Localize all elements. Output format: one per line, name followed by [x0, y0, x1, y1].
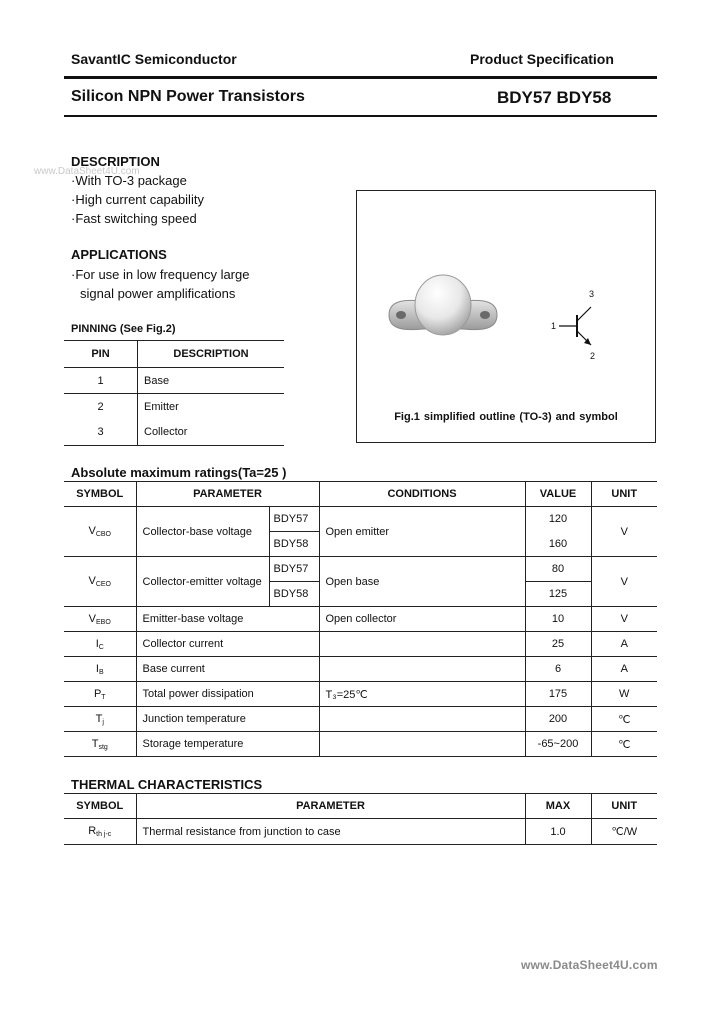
- value-cell: 25: [525, 632, 591, 657]
- col-value: VALUE: [525, 482, 591, 507]
- parameter-cell: Total power dissipation: [136, 682, 319, 707]
- col-conditions: CONDITIONS: [319, 482, 525, 507]
- value-cell: 200: [525, 707, 591, 732]
- unit-cell: A: [620, 663, 628, 675]
- conditions-cell: Open emitter: [319, 507, 525, 557]
- pin-label-base: 1: [551, 321, 557, 331]
- col-pin: PIN: [64, 341, 138, 368]
- table-header-row: [64, 341, 284, 368]
- table-row: [64, 607, 657, 632]
- table-row: [64, 657, 657, 682]
- parameter-cell: Collector current: [136, 632, 319, 657]
- symbol-cell: $I_C$: [64, 632, 136, 657]
- value-cell: 125: [525, 582, 591, 607]
- abs-max-table: [64, 481, 657, 757]
- product-line: Silicon NPN Power Transistors: [71, 88, 305, 105]
- table-row: [64, 507, 657, 532]
- pin-label-emitter: 2: [590, 351, 596, 361]
- unit-cell: ℃: [618, 713, 631, 726]
- unit-cell: V: [591, 507, 657, 557]
- table-header-row: [64, 794, 657, 819]
- col-parameter: PARAMETER: [136, 482, 319, 507]
- applications-text: [71, 265, 249, 303]
- table-row: [64, 632, 657, 657]
- pin-number: 2: [64, 394, 138, 420]
- parameter-cell: Collector-base voltage: [136, 507, 269, 557]
- symbol-cell: $V_{CBO}$: [64, 507, 136, 557]
- symbol-cell: $P_T$: [64, 682, 136, 707]
- conditions-cell: [319, 657, 525, 682]
- col-description: DESCRIPTION: [173, 348, 249, 360]
- table-row: [64, 682, 657, 707]
- description-heading: DESCRIPTION: [71, 154, 160, 169]
- value-cell: 160: [525, 532, 591, 557]
- table-row: [64, 368, 284, 394]
- header-rule-top: [64, 76, 657, 79]
- col-max: MAX: [525, 794, 591, 819]
- value-cell: 6: [525, 657, 591, 682]
- table-row: [64, 819, 657, 845]
- pinning-table: [64, 340, 284, 446]
- unit-cell: V: [620, 613, 628, 625]
- table-row: [64, 707, 657, 732]
- symbol-cell: $V_{EBO}$: [64, 607, 136, 632]
- parameter-cell: Emitter-base voltage: [136, 607, 319, 632]
- to3-package-illustration: [383, 271, 503, 347]
- parameter-cell: Junction temperature: [136, 707, 319, 732]
- unit-cell: ℃/W: [611, 826, 638, 838]
- applications-heading: APPLICATIONS: [71, 247, 167, 262]
- abs-max-heading: Absolute maximum ratings(Ta=25 ): [71, 465, 287, 480]
- applications-line: signal power amplifications: [80, 286, 236, 301]
- thermal-heading: THERMAL CHARACTERISTICS: [71, 777, 263, 792]
- table-row: [64, 420, 284, 446]
- pin-description: Base: [144, 374, 170, 387]
- parameter-cell: Storage temperature: [136, 732, 319, 757]
- symbol-cell: $R_{th j-c}$: [64, 819, 136, 845]
- pin-number: 1: [64, 368, 138, 394]
- col-unit: UNIT: [611, 800, 638, 812]
- parameter-cell: Collector-emitter voltage: [136, 557, 269, 607]
- pin-number: 3: [64, 420, 138, 446]
- description-item: ·With TO-3 package: [71, 173, 187, 188]
- symbol-cell: $V_{CEO}$: [64, 557, 136, 607]
- table-row: [64, 732, 657, 757]
- col-unit: UNIT: [611, 488, 638, 500]
- header-rule-bottom: [64, 115, 657, 117]
- conditions-cell: [319, 732, 525, 757]
- conditions-cell: [319, 632, 525, 657]
- company-name: SavantIC Semiconductor: [71, 51, 237, 67]
- description-item: ·High current capability: [71, 192, 204, 207]
- value-cell: -65~200: [525, 732, 591, 757]
- value-cell: 10: [525, 607, 591, 632]
- footer-url[interactable]: www.DataSheet4U.com: [521, 958, 658, 972]
- table-row: [64, 394, 284, 420]
- part-numbers: BDY57 BDY58: [497, 88, 612, 107]
- description-item: ·Fast switching speed: [71, 211, 197, 226]
- unit-cell: A: [620, 638, 628, 650]
- pinning-heading: PINNING (See Fig.2): [71, 323, 176, 335]
- symbol-cell: $T_j$: [64, 707, 136, 732]
- conditions-cell: [319, 707, 525, 732]
- value-cell: 120: [525, 507, 591, 532]
- parameter-cell: Thermal resistance from junction to case: [136, 819, 525, 845]
- applications-line: ·For use in low frequency large: [71, 267, 250, 282]
- col-parameter: PARAMETER: [136, 794, 525, 819]
- doc-type: Product Specification: [470, 51, 614, 67]
- part-cell: BDY58: [269, 532, 319, 557]
- col-symbol: SYMBOL: [64, 794, 136, 819]
- unit-cell: V: [591, 557, 657, 607]
- conditions-cell: Open base: [319, 557, 525, 607]
- symbol-cell: $I_B$: [64, 657, 136, 682]
- table-header-row: [64, 482, 657, 507]
- figure-box: [356, 190, 656, 443]
- conditions-cell: T₃=25℃: [319, 682, 525, 707]
- pin-description: Collector: [144, 426, 188, 439]
- thermal-table: [64, 793, 657, 845]
- col-symbol: SYMBOL: [64, 482, 136, 507]
- value-cell: 80: [525, 557, 591, 582]
- description-list: [71, 171, 204, 228]
- part-cell: BDY57: [269, 507, 319, 532]
- max-cell: 1.0: [525, 819, 591, 845]
- unit-cell: ℃: [618, 738, 631, 751]
- conditions-cell: Open collector: [319, 607, 525, 632]
- parameter-cell: Base current: [136, 657, 319, 682]
- unit-cell: W: [619, 688, 630, 700]
- npn-transistor-symbol-icon: [557, 301, 597, 349]
- figure-caption: Fig.1 simplified outline (TO-3) and symbol: [394, 411, 618, 423]
- pin-label-collector: 3: [589, 289, 595, 299]
- symbol-cell: $T_{stg}$: [64, 732, 136, 757]
- pin-description: Emitter: [144, 400, 179, 413]
- table-row: [64, 557, 657, 582]
- value-cell: 175: [525, 682, 591, 707]
- part-cell: BDY58: [269, 582, 319, 607]
- watermark: www.DataSheet4U.com: [34, 166, 140, 177]
- part-cell: BDY57: [269, 557, 319, 582]
